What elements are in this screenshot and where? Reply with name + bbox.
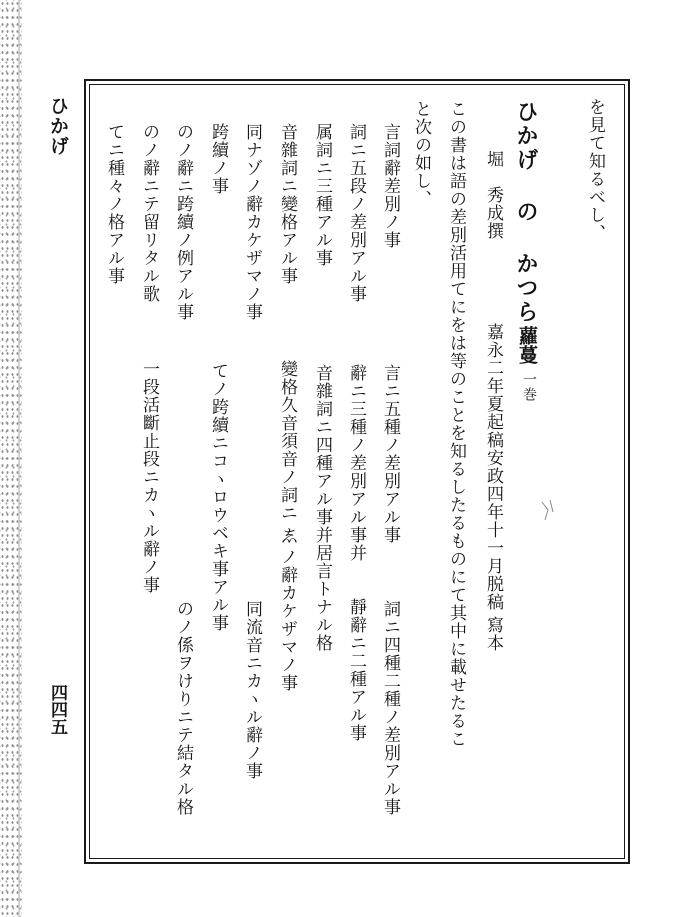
contents-item: 同流音ニカヽル辭ノ事 xyxy=(242,600,262,780)
page-edge-binding xyxy=(0,0,22,917)
book-volumes: 一巻 xyxy=(521,372,537,402)
book-title: ひかげ の かつら xyxy=(513,100,539,324)
contents-item: のノ係ヲけりニテ結タル格 xyxy=(173,600,193,816)
contents-item: 音雜詞ニ變格アル事 xyxy=(277,123,297,285)
contents-item: 音雜詞ニ四種アル事并居言トナル格 xyxy=(312,364,332,652)
book-history: 嘉永二年夏起稿安政四年十一月脱稿 xyxy=(483,323,503,611)
contents-item: のノ辭ニ跨續ノ例アル事 xyxy=(173,123,193,321)
contents-item: のノ辭ニテ留リタル歌 xyxy=(139,123,159,303)
contents-item: 跨續ノ事 xyxy=(208,123,228,195)
contents-item: 言ニ五種ノ差別アル事 xyxy=(380,364,400,544)
contents-item: 詞ニ五段ノ差別アル事 xyxy=(346,123,366,303)
book-copy-type: 寫本 xyxy=(483,616,503,652)
book-title-kanji: 蘿蔓 xyxy=(516,326,538,364)
contents-item: 變格久音須音ノ詞ニ𛁈ノ辭カケザマノ事 xyxy=(277,360,297,692)
contents-item: 同ナゾノ辭カケザマノ事 xyxy=(242,123,262,321)
running-head: ひかげ xyxy=(47,96,69,156)
book-author: 堀 秀成撰 xyxy=(483,150,503,240)
contents-item: 詞ニ四種二種ノ差別アル事 xyxy=(380,600,400,816)
contents-item: 言詞辭差別ノ事 xyxy=(380,123,400,249)
contents-item: 属詞ニ三種アル事 xyxy=(312,123,332,267)
intro-tail-line: を見て知るべし、 xyxy=(585,98,605,242)
contents-item: てノ跨續ニコヽロウベキ事アル事 xyxy=(208,362,228,632)
contents-item: 一段活斷止段ニカヽル辭ノ事 xyxy=(139,360,159,594)
intro-paragraph-line-1: この書は語の差別活用てにをは等のことを知るしたるものにて其中に載せたるこ xyxy=(446,100,466,748)
page-number: 四四五 xyxy=(47,684,67,735)
contents-item: 辭ニ三種ノ差別アル事并 xyxy=(346,364,366,562)
contents-item: 靜辭ニ二種アル事 xyxy=(346,598,366,742)
ink-mark xyxy=(540,498,556,522)
intro-paragraph-line-2: と次の如し、 xyxy=(411,100,431,208)
contents-item: てニ種々ノ格アル事 xyxy=(104,123,124,285)
